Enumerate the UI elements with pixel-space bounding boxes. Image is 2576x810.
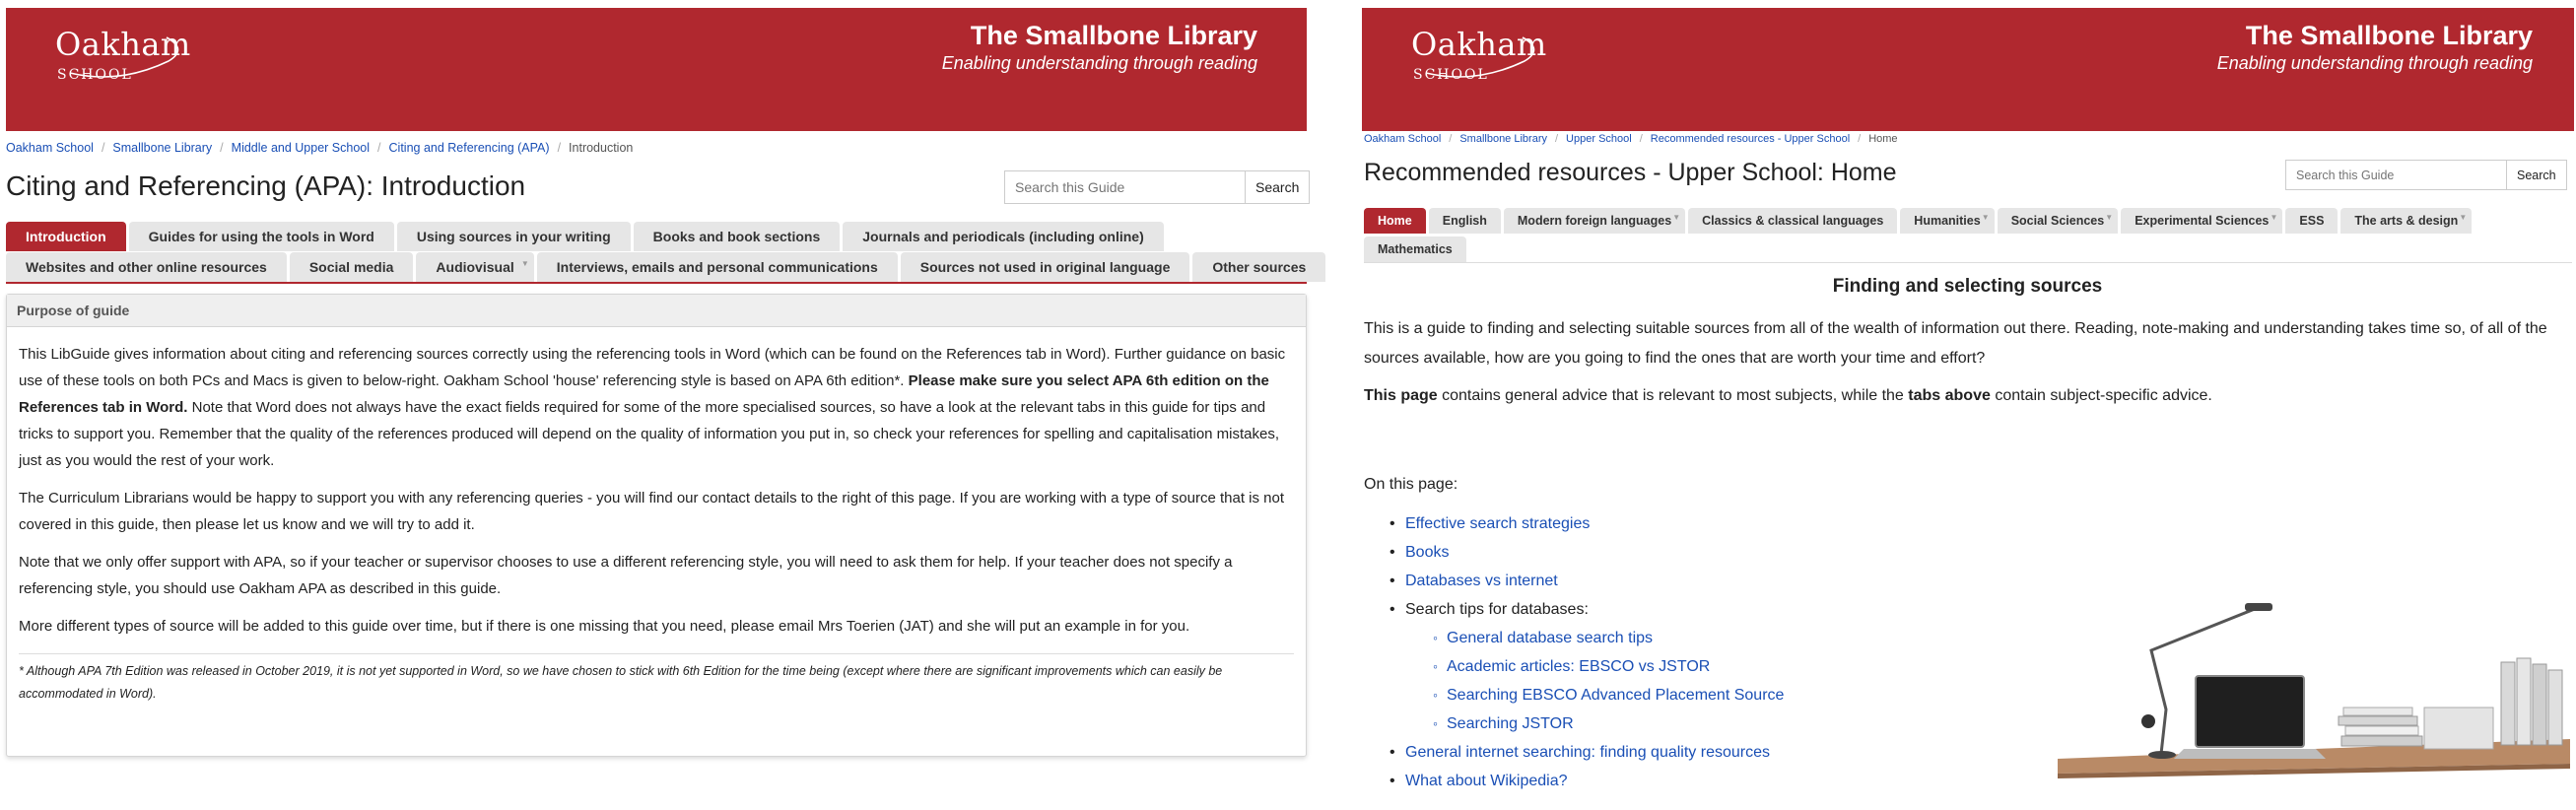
tab-guides-tools-word[interactable]: Guides for using the tools in Word xyxy=(129,222,394,251)
tab-classics[interactable]: Classics & classical languages xyxy=(1688,208,1897,234)
breadcrumb: Oakham School / Smallbone Library / Upper School / Recommended resources - Upper School / Home xyxy=(1364,133,1898,145)
text: This LibGuide gives information about citing and referencing sources correctly using the referencing tools in Word (which can be found on the References tab in Word). Further guidance on basic use of these tools on both PCs and Macs is given to below-right. Oakham School 'house' referencing style is based on APA 6th edition*. xyxy=(19,346,1286,389)
purpose-box xyxy=(6,294,1307,757)
tab-label: The arts & design xyxy=(2354,214,2459,228)
page-title: Recommended resources - Upper School: Home xyxy=(1364,159,1897,186)
tab-humanities[interactable] xyxy=(1900,208,1994,234)
toc-link[interactable]: Books xyxy=(1405,544,1450,561)
tab-audiovisual[interactable] xyxy=(416,252,533,282)
breadcrumb-link[interactable]: Smallbone Library xyxy=(112,141,213,155)
logo-sub: SCHOOL xyxy=(57,67,133,83)
toc-link[interactable]: Academic articles: EBSCO vs JSTOR xyxy=(1447,658,1711,675)
tab-experimental-sciences[interactable] xyxy=(2121,208,2282,234)
desk-illustration xyxy=(2058,591,2570,810)
text: Note that Word does not always have the exact fields required for some of the more specialised sources, so have a look at the relevant tabs in this guide for tips and tricks to support you. Remember that the quality of the references produced will depend on the quality of information you put in, so check your references for spelling and capitalisation mistakes, just as you would the rest of your work. xyxy=(19,399,1280,469)
tab-arts-design[interactable] xyxy=(2340,208,2472,234)
tab-other-sources[interactable]: Other sources xyxy=(1192,252,1325,282)
list-item xyxy=(1403,538,2571,567)
tab-introduction[interactable]: Introduction xyxy=(6,222,126,251)
tab-sources-not-original[interactable]: Sources not used in original language xyxy=(901,252,1190,282)
guide-tabs-row1 xyxy=(1364,208,2474,234)
right-libguide-page xyxy=(1355,0,2576,810)
brand-title: The Smallbone Library xyxy=(970,21,1257,50)
dropdown-caret-icon: ▼ xyxy=(1981,213,1990,222)
guide-search xyxy=(1004,170,1310,204)
on-this-page-label: On this page: xyxy=(1364,476,1458,493)
brand xyxy=(2217,21,2533,74)
box-body xyxy=(7,327,1306,719)
paragraph: The Curriculum Librarians would be happy to support you with any referencing queries - you will find our contact details to the right of this page. If you are working with a type of source that is not covered in this guide, then please let us know and we will try to add it. xyxy=(19,490,1285,533)
breadcrumb-link[interactable]: Citing and Referencing (APA) xyxy=(388,141,550,155)
tab-journals[interactable]: Journals and periodicals (including online) xyxy=(843,222,1163,251)
dropdown-caret-icon: ▼ xyxy=(1672,213,1681,222)
text: contain subject-specific advice. xyxy=(1990,387,2212,404)
logo-sub: SCHOOL xyxy=(1413,67,1489,83)
tab-modern-languages[interactable] xyxy=(1504,208,1685,234)
brand xyxy=(942,21,1257,74)
tab-home[interactable]: Home xyxy=(1364,208,1426,234)
guide-tabs-row1 xyxy=(6,222,1167,251)
tab-social-media[interactable]: Social media xyxy=(290,252,414,282)
section-heading: Finding and selecting sources xyxy=(1832,276,2103,297)
dropdown-caret-icon: ▼ xyxy=(2270,213,2278,222)
dropdown-caret-icon: ▼ xyxy=(520,259,529,268)
tab-label: Humanities xyxy=(1914,214,1981,228)
brand-subtitle: Enabling understanding through reading xyxy=(2216,53,2533,73)
search-button[interactable]: Search xyxy=(1245,170,1310,204)
page-title: Citing and Referencing (APA): Introduction xyxy=(6,170,526,201)
search-button[interactable]: Search xyxy=(2506,160,2567,190)
breadcrumb-link[interactable]: Oakham School xyxy=(6,141,94,155)
toc-link[interactable]: What about Wikipedia? xyxy=(1405,773,1568,789)
paragraph xyxy=(19,341,1294,474)
tab-label: Experimental Sciences xyxy=(2135,214,2270,228)
tab-interviews[interactable]: Interviews, emails and personal communications xyxy=(537,252,898,282)
search-input[interactable] xyxy=(1004,170,1245,204)
tab-label: Social Sciences xyxy=(2010,214,2105,228)
toc-link[interactable]: Searching EBSCO Advanced Placement Source xyxy=(1447,687,1785,704)
tab-english[interactable]: English xyxy=(1429,208,1501,234)
dropdown-caret-icon: ▼ xyxy=(2459,213,2468,222)
text: contains general advice that is relevant to most subjects, while the xyxy=(1437,387,1909,404)
tab-mathematics[interactable]: Mathematics xyxy=(1364,236,1466,262)
toc-link[interactable]: Searching JSTOR xyxy=(1447,715,1574,732)
bold-text: tabs above xyxy=(1908,387,1991,404)
tab-underline xyxy=(6,282,1307,284)
tab-websites[interactable]: Websites and other online resources xyxy=(6,252,287,282)
paragraph: Note that we only offer support with APA, so if your teacher or supervisor chooses to use a different referencing style, you will need to ask them for help. If your teacher does not specify a referencing style, you should use Oakham APA as described in this guide. xyxy=(19,554,1233,597)
box-title: Purpose of guide xyxy=(7,295,1306,327)
breadcrumb-link[interactable]: Recommended resources - Upper School xyxy=(1650,133,1851,145)
dropdown-caret-icon: ▼ xyxy=(2105,213,2114,222)
toc-label: Search tips for databases: xyxy=(1405,601,1589,618)
brand-subtitle: Enabling understanding through reading xyxy=(941,53,1257,73)
tab-underline xyxy=(1364,262,2572,263)
breadcrumb-current: Introduction xyxy=(569,141,634,155)
toc-link[interactable]: General internet searching: finding quality resources xyxy=(1405,744,1770,761)
tab-label: Audiovisual xyxy=(436,259,514,275)
list-item xyxy=(1403,509,2571,538)
logo-name: Oakham xyxy=(55,26,191,63)
guide-tabs-row2 xyxy=(1364,236,1469,262)
tab-using-sources[interactable]: Using sources in your writing xyxy=(397,222,631,251)
intro-paragraph: This is a guide to finding and selecting suitable sources from all of the wealth of information out there. Reading, note-making and understanding takes time so, of all of the sources available, how are you going to find the ones that are worth your time and effort? xyxy=(1364,320,2547,367)
bold-text: This page xyxy=(1364,387,1438,404)
tab-books[interactable]: Books and book sections xyxy=(634,222,841,251)
bold-text: Please make sure you select APA 6th edition on the References tab in Word. xyxy=(19,372,1269,416)
tab-label: Modern foreign languages xyxy=(1517,214,1672,228)
toc-link[interactable]: Effective search strategies xyxy=(1405,515,1591,532)
site-header xyxy=(1362,8,2574,131)
tab-ess[interactable]: ESS xyxy=(2285,208,2338,234)
divider xyxy=(19,653,1294,654)
logo-name: Oakham xyxy=(1411,26,1547,63)
advice-paragraph xyxy=(1364,381,2571,411)
tab-social-sciences[interactable] xyxy=(1998,208,2119,234)
breadcrumb-current: Home xyxy=(1868,133,1898,145)
oakham-logo[interactable] xyxy=(50,22,198,87)
breadcrumb-link[interactable]: Upper School xyxy=(1566,133,1632,145)
guide-tabs-row2 xyxy=(6,252,1328,282)
brand-title: The Smallbone Library xyxy=(2245,21,2533,50)
guide-search xyxy=(2285,160,2567,190)
search-input[interactable] xyxy=(2285,160,2506,190)
breadcrumb: Oakham School / Smallbone Library / Middle and Upper School / Citing and Referencing (APA) / Introduction xyxy=(6,141,634,155)
breadcrumb-link[interactable]: Middle and Upper School xyxy=(231,141,371,155)
oakham-logo[interactable] xyxy=(1406,22,1554,87)
site-header xyxy=(6,8,1307,131)
paragraph: More different types of source will be added to this guide over time, but if there is one missing that you need, please email Mrs Toerien (JAT) and she will put an example in for you. xyxy=(19,618,1190,635)
toc-link[interactable]: General database search tips xyxy=(1447,630,1654,646)
breadcrumb-link[interactable]: Smallbone Library xyxy=(1459,133,1547,145)
breadcrumb-link[interactable]: Oakham School xyxy=(1364,133,1442,145)
footnote: * Although APA 7th Edition was released in October 2019, it is not yet supported in Word, so we have chosen to stick with 6th Edition for the time being (except where there are significant improvements which can easily be accommodated in Word). xyxy=(19,664,1223,701)
toc-link[interactable]: Databases vs internet xyxy=(1405,573,1558,589)
